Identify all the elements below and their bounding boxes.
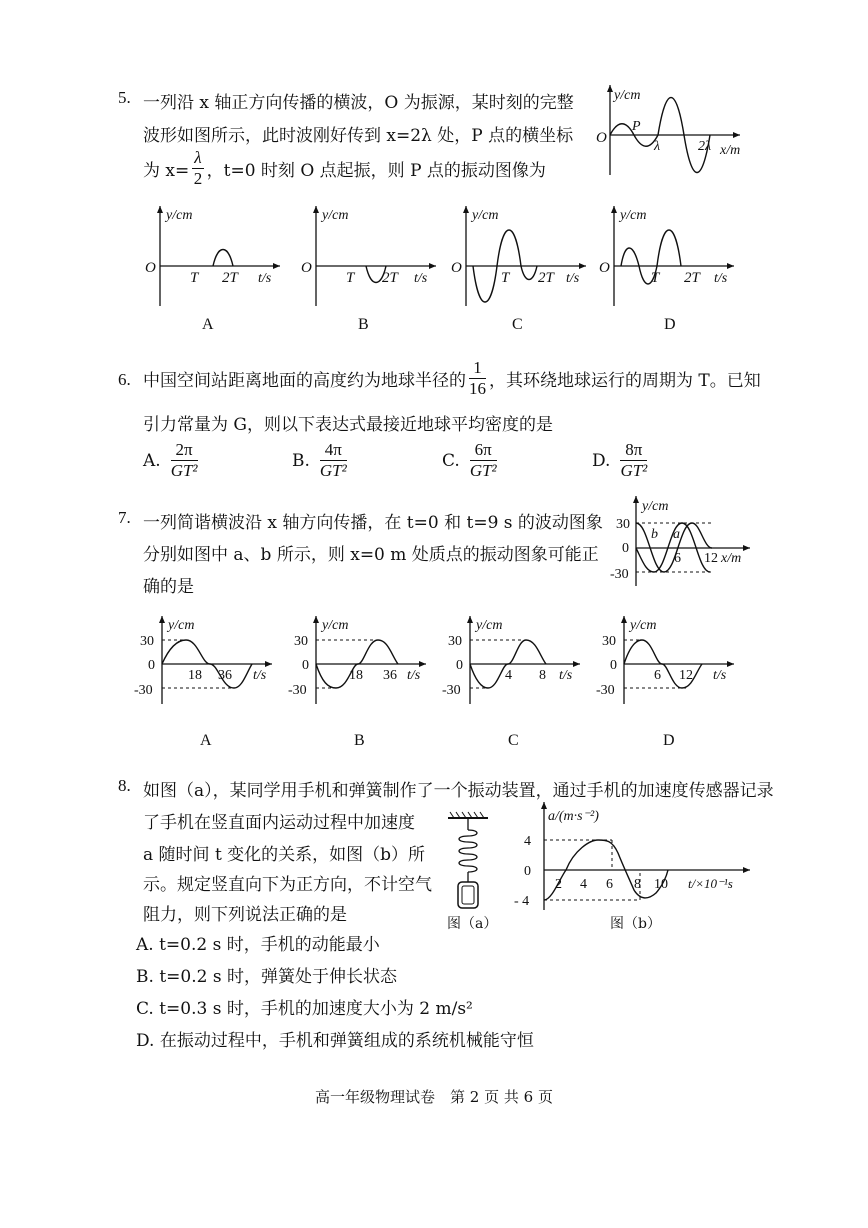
q7-b-yzero: 0: [302, 658, 309, 673]
q5-c-ylabel: y/cm: [472, 208, 499, 223]
q5-fig-ylabel: y/cm: [614, 88, 641, 103]
q5-fig-xlabel: x/m: [720, 143, 741, 158]
q8-fig-b-tick: 2: [555, 877, 562, 892]
q7-text-line3: 确的是: [143, 577, 194, 597]
q7-d-t2: 12: [679, 668, 693, 683]
q5-fig-p: P: [632, 119, 641, 134]
q8-fig-b-caption: 图（b）: [610, 916, 661, 932]
q6-option-a: A. $\frac{2\pi}{\text{GT²}}$: [143, 440, 198, 480]
q5-fig-lambda: λ: [654, 139, 661, 154]
q8-fig-b-xlabel: t/×10⁻¹s: [688, 876, 733, 891]
q5-d-xlabel: t/s: [714, 271, 728, 286]
q5-line3-post: ，t=0 时刻 O 点起振，则 P 点的振动图像为: [206, 161, 546, 181]
q7-option-b-label: B: [354, 732, 365, 749]
q7-option-c-graph: [438, 612, 588, 712]
q7-number: 7.: [118, 508, 131, 527]
q7-fig-yzero: 0: [622, 541, 629, 556]
q5-a-origin: O: [145, 260, 156, 276]
q5-option-b-graph: [296, 202, 446, 312]
q7-option-d-label: D: [663, 732, 675, 749]
q7-a-ytop: 30: [140, 634, 154, 649]
q6-option-b: B. $\frac{4\pi}{\text{GT²}}$: [292, 440, 347, 480]
q5-c-xlabel: t/s: [566, 271, 580, 286]
q7-fig-b: b: [651, 527, 658, 542]
q7-option-a-graph: [130, 612, 280, 712]
q7-d-t1: 6: [654, 668, 661, 683]
q8-fig-b-tick: 6: [606, 877, 613, 892]
q8-fig-b-tick: 10: [654, 877, 668, 892]
q8-acceleration-graph: [500, 798, 760, 918]
q7-fig-ybot: -30: [610, 567, 629, 582]
q5-b-t1: T: [346, 270, 355, 286]
q7-c-ylabel: y/cm: [476, 618, 503, 633]
q5-fig-origin: O: [596, 130, 607, 146]
q5-option-b-label: B: [358, 316, 369, 333]
q5-a-ylabel: y/cm: [166, 208, 193, 223]
q8-spring-figure: [440, 810, 500, 910]
q7-text-line1: 一列简谐横波沿 x 轴方向传播，在 t=0 和 t=9 s 的波动图象: [143, 513, 603, 533]
q8-fig-b-ybot: - 4: [514, 894, 530, 909]
q7-wave-figure: [600, 490, 760, 590]
q5-b-ylabel: y/cm: [322, 208, 349, 223]
q5-d-ylabel: y/cm: [620, 208, 647, 223]
q7-fig-ylabel: y/cm: [642, 499, 669, 514]
q8-text-line5: 阻力，则下列说法正确的是: [143, 905, 347, 925]
q5-text-line1: 一列沿 x 轴正方向传播的横波，O 为振源，某时刻的完整: [143, 93, 574, 113]
q5-option-c-graph: [446, 202, 596, 312]
page-footer: 高一年级物理试卷 第 2 页 共 6 页: [315, 1088, 553, 1106]
q6-line1-pre: 中国空间站距离地面的高度约为地球半径的: [143, 371, 466, 391]
q5-c-t1: T: [501, 270, 510, 286]
q7-d-ybot: -30: [596, 683, 615, 698]
q6-fraction: $\frac{1}{16}$: [469, 358, 486, 398]
q8-option-c: C. t=0.3 s 时，手机的加速度大小为 2 m/s²: [136, 999, 473, 1019]
q5-d-t1: T: [651, 270, 660, 286]
q7-a-yzero: 0: [148, 658, 155, 673]
q8-text-line4: 示。规定竖直向下为正方向，不计空气: [143, 875, 432, 895]
q7-c-ytop: 30: [448, 634, 462, 649]
q7-fig-xlabel: x/m: [721, 551, 742, 566]
q5-line3-pre: 为 x=: [143, 161, 190, 181]
q7-c-xlabel: t/s: [559, 668, 573, 683]
q5-wave-figure: [590, 80, 760, 180]
q5-fig-2lambda: 2λ: [698, 139, 712, 154]
q5-a-xlabel: t/s: [258, 271, 272, 286]
q7-text-line2: 分别如图中 a、b 所示，则 x=0 m 处质点的振动图象可能正: [143, 545, 599, 565]
q5-a-t2: 2T: [222, 270, 238, 286]
q5-option-a-label: A: [202, 316, 214, 333]
q8-fig-b-tick: 4: [580, 877, 587, 892]
q5-c-origin: O: [451, 260, 462, 276]
q7-fig-t1: 6: [674, 551, 681, 566]
q7-c-t2: 8: [539, 668, 546, 683]
q7-d-ylabel: y/cm: [630, 618, 657, 633]
q7-fig-t2: 12: [704, 551, 718, 566]
q5-a-t1: T: [190, 270, 199, 286]
q5-d-origin: O: [599, 260, 610, 276]
q5-text-line2: 波形如图所示，此时波刚好传到 x=2λ 处，P 点的横坐标: [143, 126, 574, 146]
q5-c-t2: 2T: [538, 270, 554, 286]
q7-a-t1: 18: [188, 668, 202, 683]
q5-option-d-label: D: [664, 316, 676, 333]
q6-option-d: D. $\frac{8\pi}{\text{GT²}}$: [592, 440, 648, 480]
q7-option-b-graph: [284, 612, 434, 712]
q7-c-yzero: 0: [456, 658, 463, 673]
q8-fig-b-ytop: 4: [524, 834, 531, 849]
q8-option-a: A. t=0.2 s 时，手机的动能最小: [136, 935, 380, 955]
q7-option-d-graph: [592, 612, 742, 712]
q8-option-d: D. 在振动过程中，手机和弹簧组成的系统机械能守恒: [136, 1031, 534, 1051]
q5-option-a-graph: [140, 202, 290, 312]
q8-fig-b-ylabel: a/(m·s⁻²): [548, 809, 599, 824]
q8-text-line3: a 随时间 t 变化的关系，如图（b）所: [143, 845, 426, 865]
q6-text-line1: [143, 358, 761, 399]
q7-a-t2: 36: [218, 668, 232, 683]
q7-d-yzero: 0: [610, 658, 617, 673]
q7-b-ybot: -30: [288, 683, 307, 698]
q5-number: 5.: [118, 88, 131, 107]
q7-a-ybot: -30: [134, 683, 153, 698]
q8-fig-b-tick: 8: [634, 877, 641, 892]
q7-d-ytop: 30: [602, 634, 616, 649]
q7-fig-a: a: [673, 527, 680, 542]
q5-option-c-label: C: [512, 316, 523, 333]
q7-c-t1: 4: [505, 668, 512, 683]
q7-d-xlabel: t/s: [713, 668, 727, 683]
q5-d-t2: 2T: [684, 270, 700, 286]
q5-option-d-graph: [594, 202, 744, 312]
q5-fraction: $\frac{\lambda}{2}$: [193, 148, 203, 188]
q5-b-xlabel: t/s: [414, 271, 428, 286]
q7-option-c-label: C: [508, 732, 519, 749]
q8-option-b: B. t=0.2 s 时，弹簧处于伸长状态: [136, 967, 397, 987]
q6-line1-post: ，其环绕地球运行的周期为 T。已知: [489, 371, 761, 391]
q7-b-t2: 36: [383, 668, 397, 683]
q7-a-xlabel: t/s: [253, 668, 267, 683]
q7-b-ytop: 30: [294, 634, 308, 649]
q5-b-t2: 2T: [382, 270, 398, 286]
q8-text-line1: 如图（a），某同学用手机和弹簧制作了一个振动装置，通过手机的加速度传感器记录: [143, 781, 774, 801]
q7-fig-ytop: 30: [616, 517, 630, 532]
q5-b-origin: O: [301, 260, 312, 276]
q7-b-t1: 18: [349, 668, 363, 683]
q7-c-ybot: -30: [442, 683, 461, 698]
q7-option-a-label: A: [200, 732, 212, 749]
q6-text-line2: 引力常量为 G，则以下表达式最接近地球平均密度的是: [143, 415, 553, 435]
q7-a-ylabel: y/cm: [168, 618, 195, 633]
q6-number: 6.: [118, 370, 131, 389]
q8-fig-b-yzero: 0: [524, 864, 531, 879]
q8-number: 8.: [118, 776, 131, 795]
q5-text-line3: [143, 148, 546, 189]
q7-b-xlabel: t/s: [407, 668, 421, 683]
q8-fig-a-caption: 图（a）: [447, 916, 498, 932]
q8-text-line2: 了手机在竖直面内运动过程中加速度: [143, 813, 415, 833]
q7-b-ylabel: y/cm: [322, 618, 349, 633]
q6-option-c: C. $\frac{6\pi}{\text{GT²}}$: [442, 440, 497, 480]
